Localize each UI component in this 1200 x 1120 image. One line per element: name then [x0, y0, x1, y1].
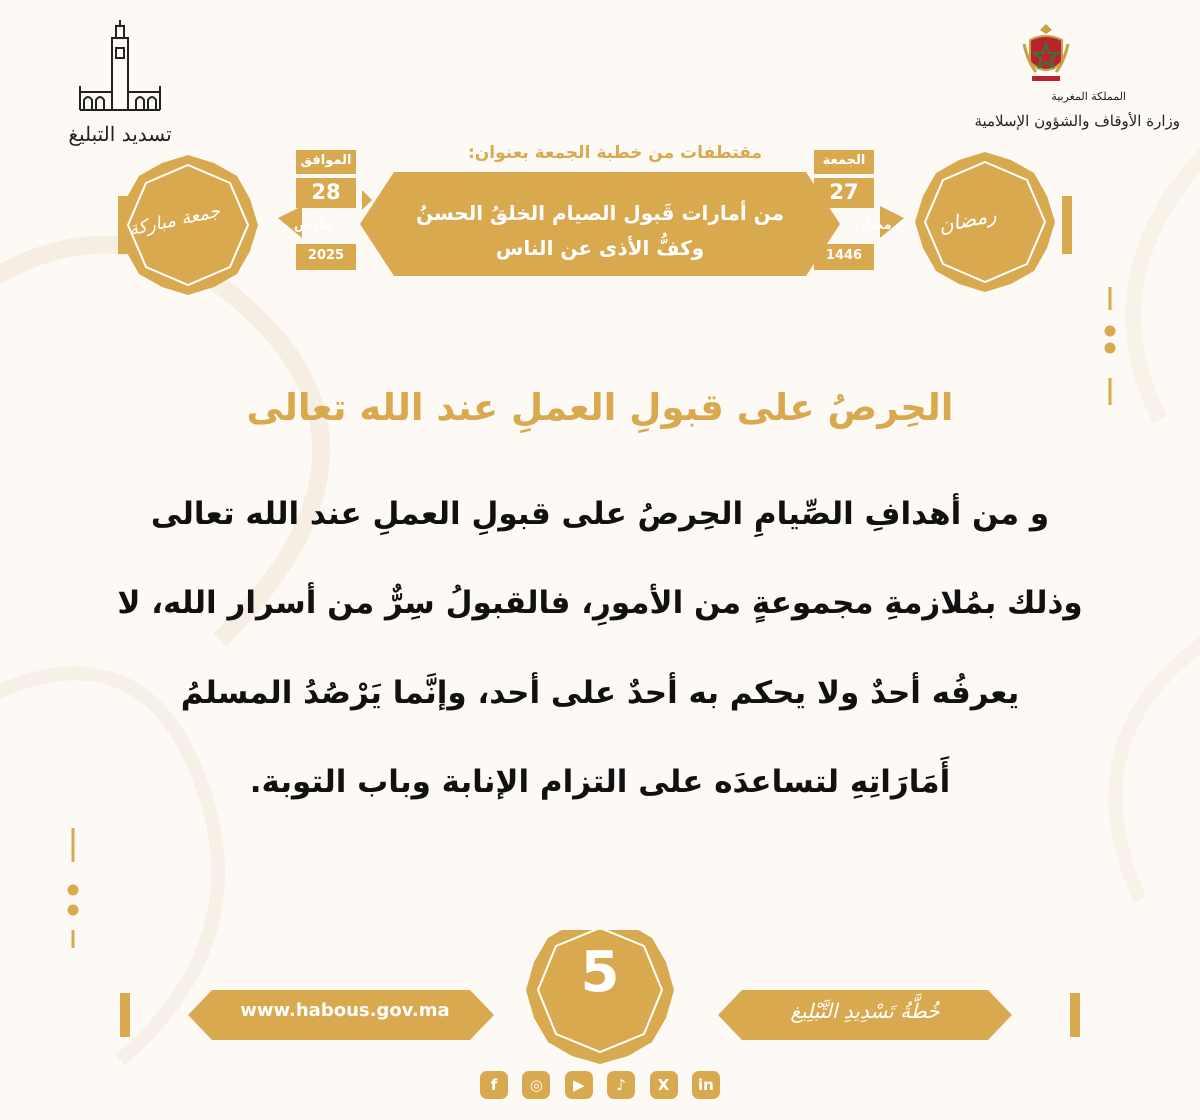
- social-links: [480, 1071, 720, 1101]
- khutba-title-line1: من أمارات قَبول الصيام الخلقُ الحسنُ: [415, 201, 785, 225]
- gregorian-year: 2025: [307, 248, 345, 263]
- mosque-minaret-icon: [70, 20, 170, 120]
- linkedin-icon[interactable]: in: [692, 1071, 720, 1099]
- facebook-icon[interactable]: f: [480, 1071, 508, 1099]
- hijri-day: 27: [829, 180, 859, 204]
- khutba-title-line2: وكفُّ الأذى عن الناس: [495, 236, 705, 260]
- hijri-day-label: الجمعة: [822, 153, 866, 168]
- ministry-logo: [920, 22, 1180, 142]
- section-heading: الحِرصُ على قبولِ العملِ عند الله تعالى: [246, 386, 954, 429]
- tiktok-icon[interactable]: ♪: [607, 1071, 635, 1099]
- ministry-name: وزارة الأوقاف والشؤون الإسلامية: [974, 112, 1180, 130]
- gregorian-month: مارس: [293, 218, 333, 233]
- hijri-year: 1446: [825, 248, 863, 263]
- paragraph-line-4: أَمَارَاتِهِ لتساعدَه على التزام الإنابة وباب التوبة.: [249, 764, 951, 800]
- website-link[interactable]: www.habous.gov.ma: [240, 1000, 450, 1021]
- moroccan-emblem-icon: [1022, 22, 1070, 84]
- tasdid-label: تسديد التبليغ: [68, 122, 172, 146]
- youtube-icon[interactable]: ▶: [565, 1071, 593, 1099]
- kingdom-label: المملكة المغربية: [1051, 90, 1126, 103]
- gregorian-day-label: الموافق: [300, 153, 352, 168]
- plan-name: خُطَّةُ تَسْدِيدِ التَّبْلِيغ: [790, 999, 940, 1023]
- hijri-month: رمضان: [854, 218, 900, 233]
- gregorian-day: 28: [311, 180, 341, 204]
- paragraph-line-1: و من أهدافِ الصِّيامِ الحِرصُ على قبولِ العملِ عند الله تعالى: [150, 496, 1050, 532]
- ramadan-medal-text: رمضان: [936, 202, 999, 238]
- page-number: 5: [580, 940, 620, 1005]
- instagram-icon[interactable]: ◎: [522, 1071, 550, 1099]
- jumua-mubaraka-text: جمعة مباركة: [126, 200, 223, 241]
- paragraph-line-3: يعرفُه أحدٌ ولا يحكم به أحدٌ على أحد، وإنَّما يَرْصُدُ المسلمُ: [180, 675, 1020, 711]
- paragraph-line-2: وذلك بمُلازمةِ مجموعةٍ من الأمورِ، فالقبولُ سِرٌّ من أسرار الله، لا: [117, 585, 1083, 621]
- tasdid-logo: [60, 20, 180, 150]
- x-icon[interactable]: X: [650, 1071, 678, 1099]
- excerpt-label: مقتطفات من خطبة الجمعة بعنوان:: [468, 143, 762, 163]
